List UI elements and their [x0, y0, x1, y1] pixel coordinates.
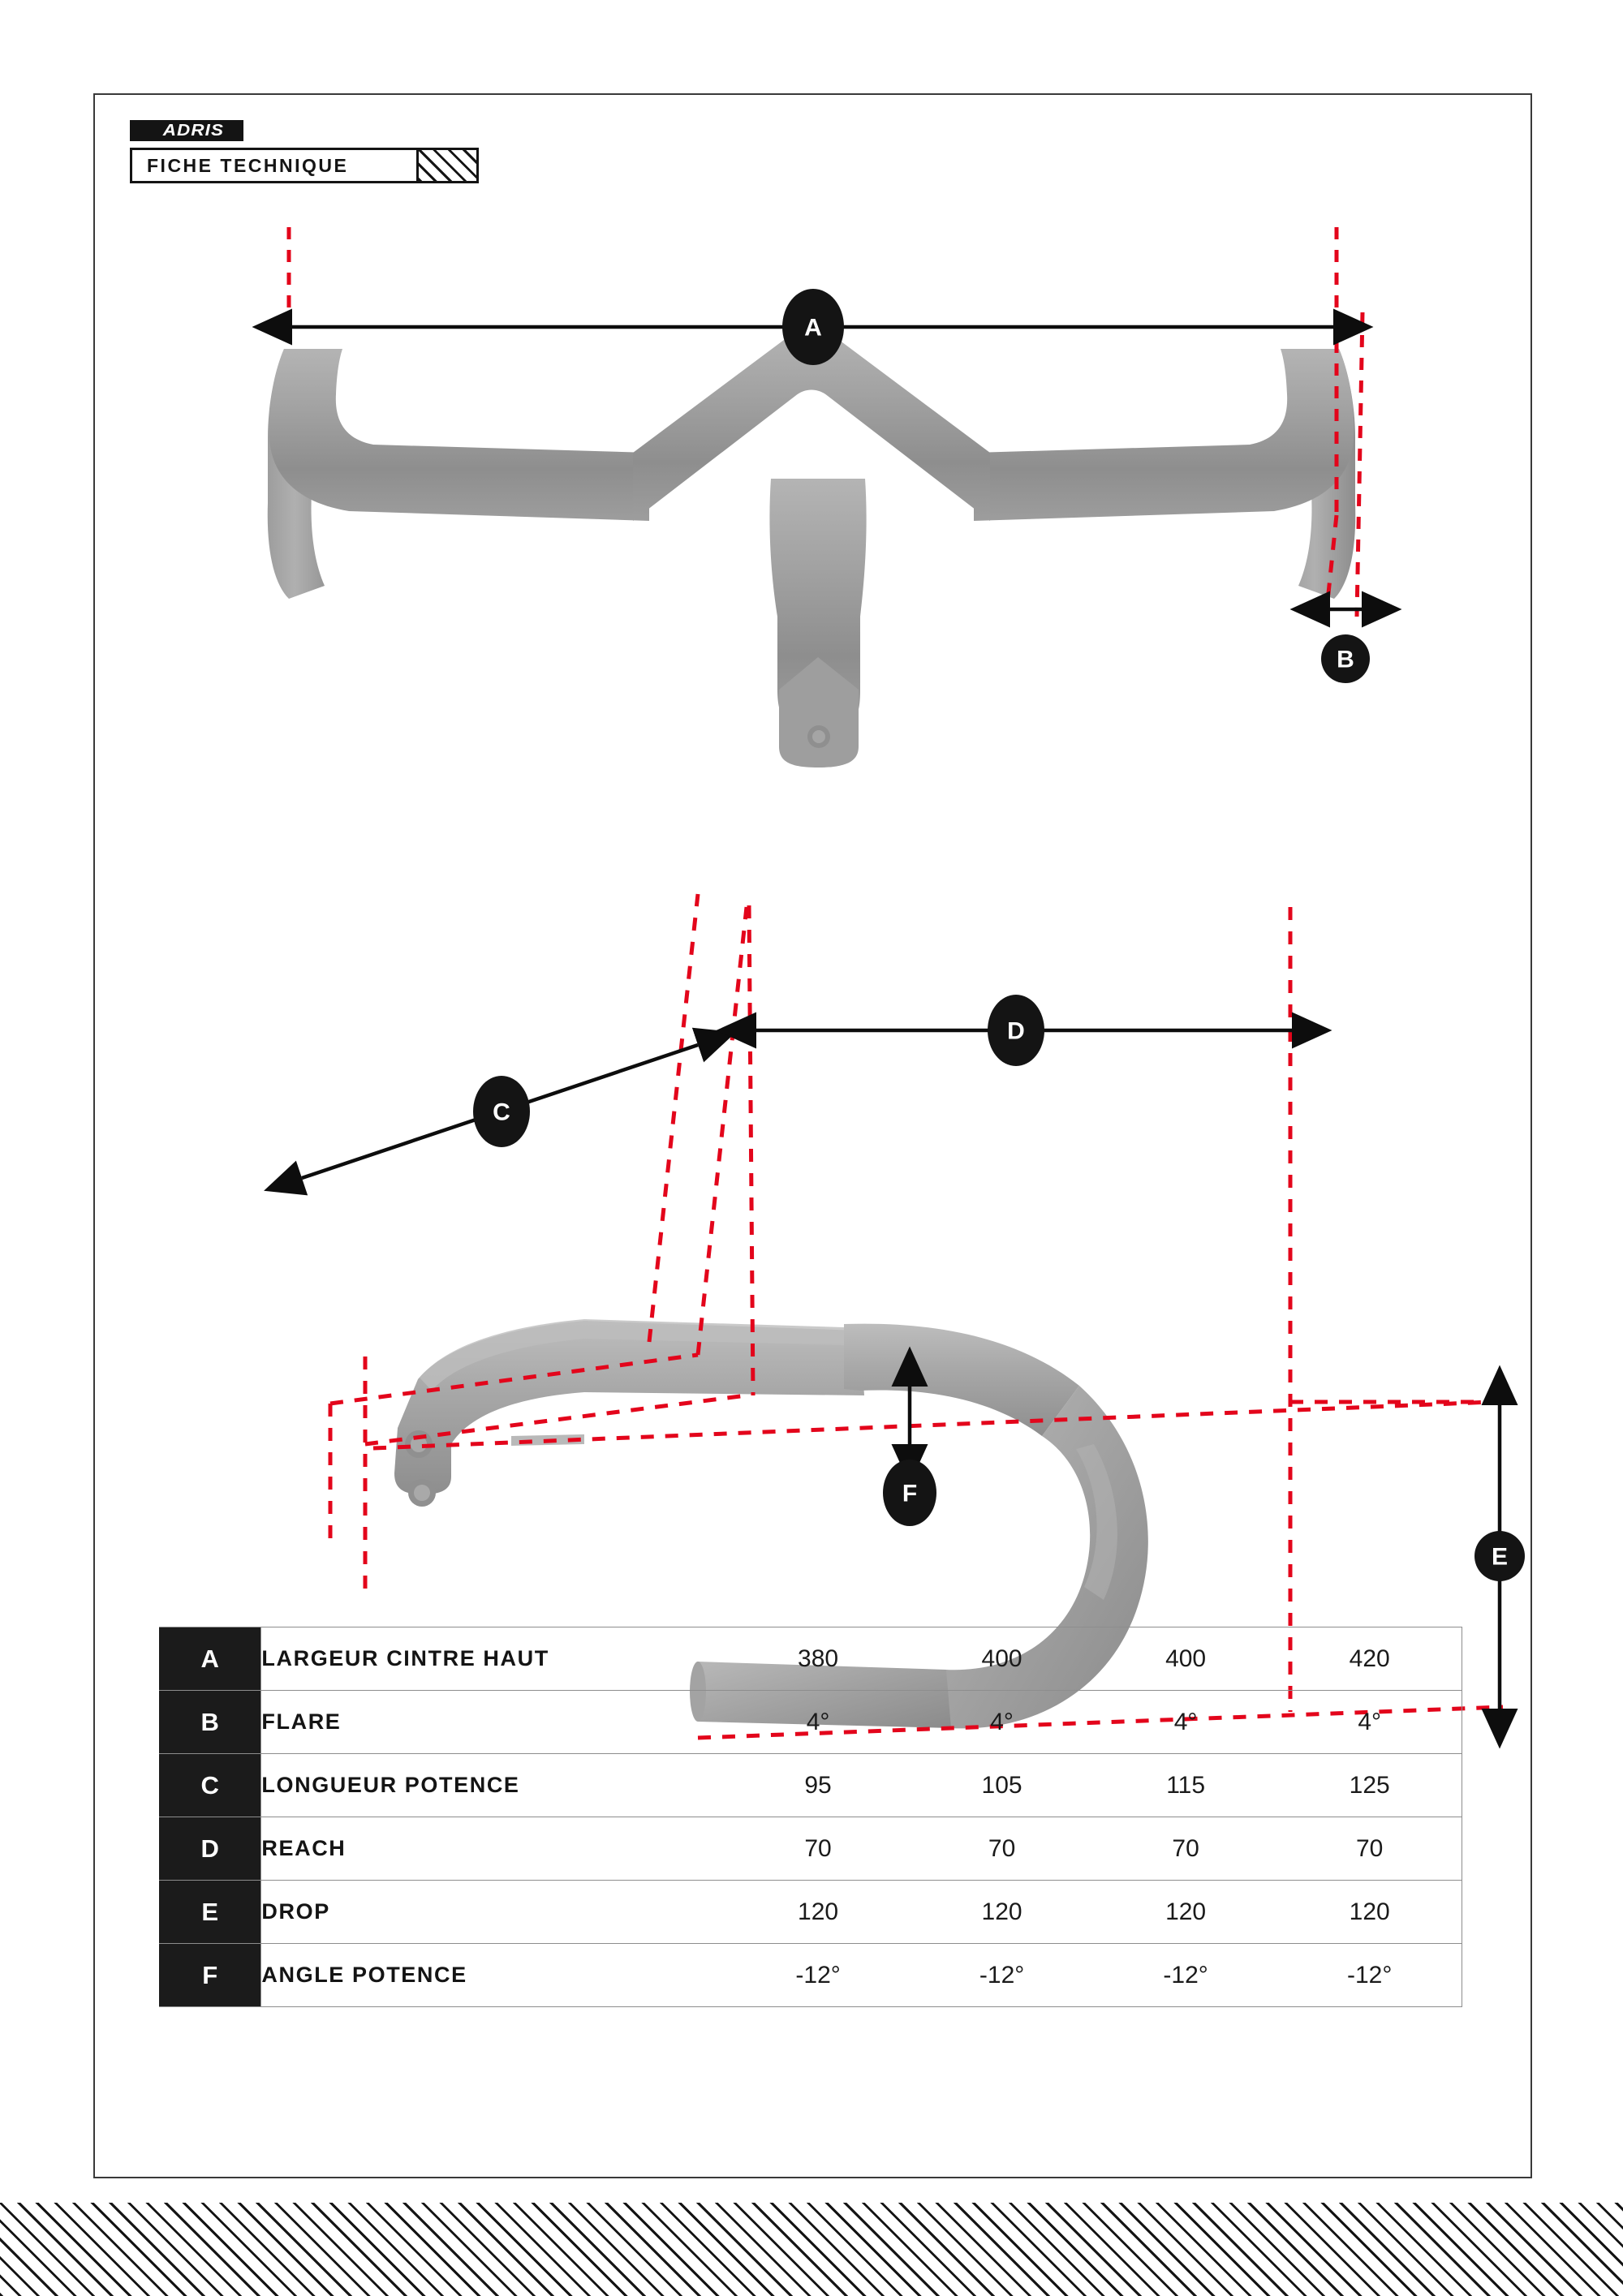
badge-D-letter: D: [1007, 1017, 1025, 1045]
row-value: -12°: [1277, 1944, 1462, 2007]
row-key: E: [159, 1881, 261, 1944]
table-row: [159, 1754, 1462, 1817]
spec-table-body: [159, 1627, 1462, 2007]
row-value: 4°: [726, 1691, 911, 1754]
row-key: F: [159, 1944, 261, 2007]
row-label: DROP: [261, 1881, 726, 1944]
row-value: -12°: [910, 1944, 1094, 2007]
dimension-D: [756, 995, 1292, 1066]
row-value: -12°: [1094, 1944, 1278, 2007]
handlebar-graphic: [268, 327, 1356, 768]
row-value: 400: [1094, 1627, 1278, 1691]
row-value: 70: [1277, 1817, 1462, 1881]
handlebar-top-view-diagram: [130, 235, 1493, 852]
row-label: REACH: [261, 1817, 726, 1881]
row-value: 115: [1094, 1754, 1278, 1817]
row-key: C: [159, 1754, 261, 1817]
row-value: 4°: [1094, 1691, 1278, 1754]
specification-table: [159, 1627, 1462, 2007]
badge-A-letter: A: [804, 314, 822, 342]
badge-C-letter: C: [493, 1099, 510, 1126]
row-value: 120: [1094, 1881, 1278, 1944]
table-row: [159, 1627, 1462, 1691]
page-title: FICHE TECHNIQUE: [147, 154, 349, 176]
row-value: 70: [1094, 1817, 1278, 1881]
badge-F-letter: F: [902, 1480, 918, 1507]
badge-E-letter: E: [1491, 1543, 1509, 1571]
row-value: 120: [1277, 1881, 1462, 1944]
dimension-B: [1321, 609, 1370, 683]
title-hatch-pattern: [416, 150, 476, 181]
table-row: [159, 1944, 1462, 2007]
dimension-A: [292, 289, 1333, 365]
table-row: [159, 1817, 1462, 1881]
row-value: 105: [910, 1754, 1094, 1817]
row-value: 70: [726, 1817, 911, 1881]
row-value: 4°: [910, 1691, 1094, 1754]
document-header: [130, 120, 479, 183]
row-value: -12°: [726, 1944, 911, 2007]
handlebar-side-view-diagram: [130, 876, 1509, 1582]
row-value: 120: [726, 1881, 911, 1944]
sheet-title-box: [130, 148, 479, 183]
row-value: 125: [1277, 1754, 1462, 1817]
row-value: 70: [910, 1817, 1094, 1881]
row-value: 420: [1277, 1627, 1462, 1691]
row-label: ANGLE POTENCE: [261, 1944, 726, 2007]
badge-B-letter: B: [1337, 646, 1354, 673]
brand-logo-text: ADRIS: [162, 122, 225, 140]
row-label: LONGUEUR POTENCE: [261, 1754, 726, 1817]
row-key: B: [159, 1691, 261, 1754]
table-row: [159, 1691, 1462, 1754]
row-value: 380: [726, 1627, 911, 1691]
row-label: LARGEUR CINTRE HAUT: [261, 1627, 726, 1691]
row-value: 120: [910, 1881, 1094, 1944]
table-row: [159, 1881, 1462, 1944]
bottom-hatch-strip: [0, 2203, 1623, 2296]
row-value: 95: [726, 1754, 911, 1817]
dimension-C: [302, 1045, 698, 1178]
row-key: D: [159, 1817, 261, 1881]
dimension-F: [883, 1387, 936, 1526]
row-label: FLARE: [261, 1691, 726, 1754]
row-value: 400: [910, 1627, 1094, 1691]
row-value: 4°: [1277, 1691, 1462, 1754]
row-key: A: [159, 1627, 261, 1691]
brand-logo: [130, 120, 243, 141]
